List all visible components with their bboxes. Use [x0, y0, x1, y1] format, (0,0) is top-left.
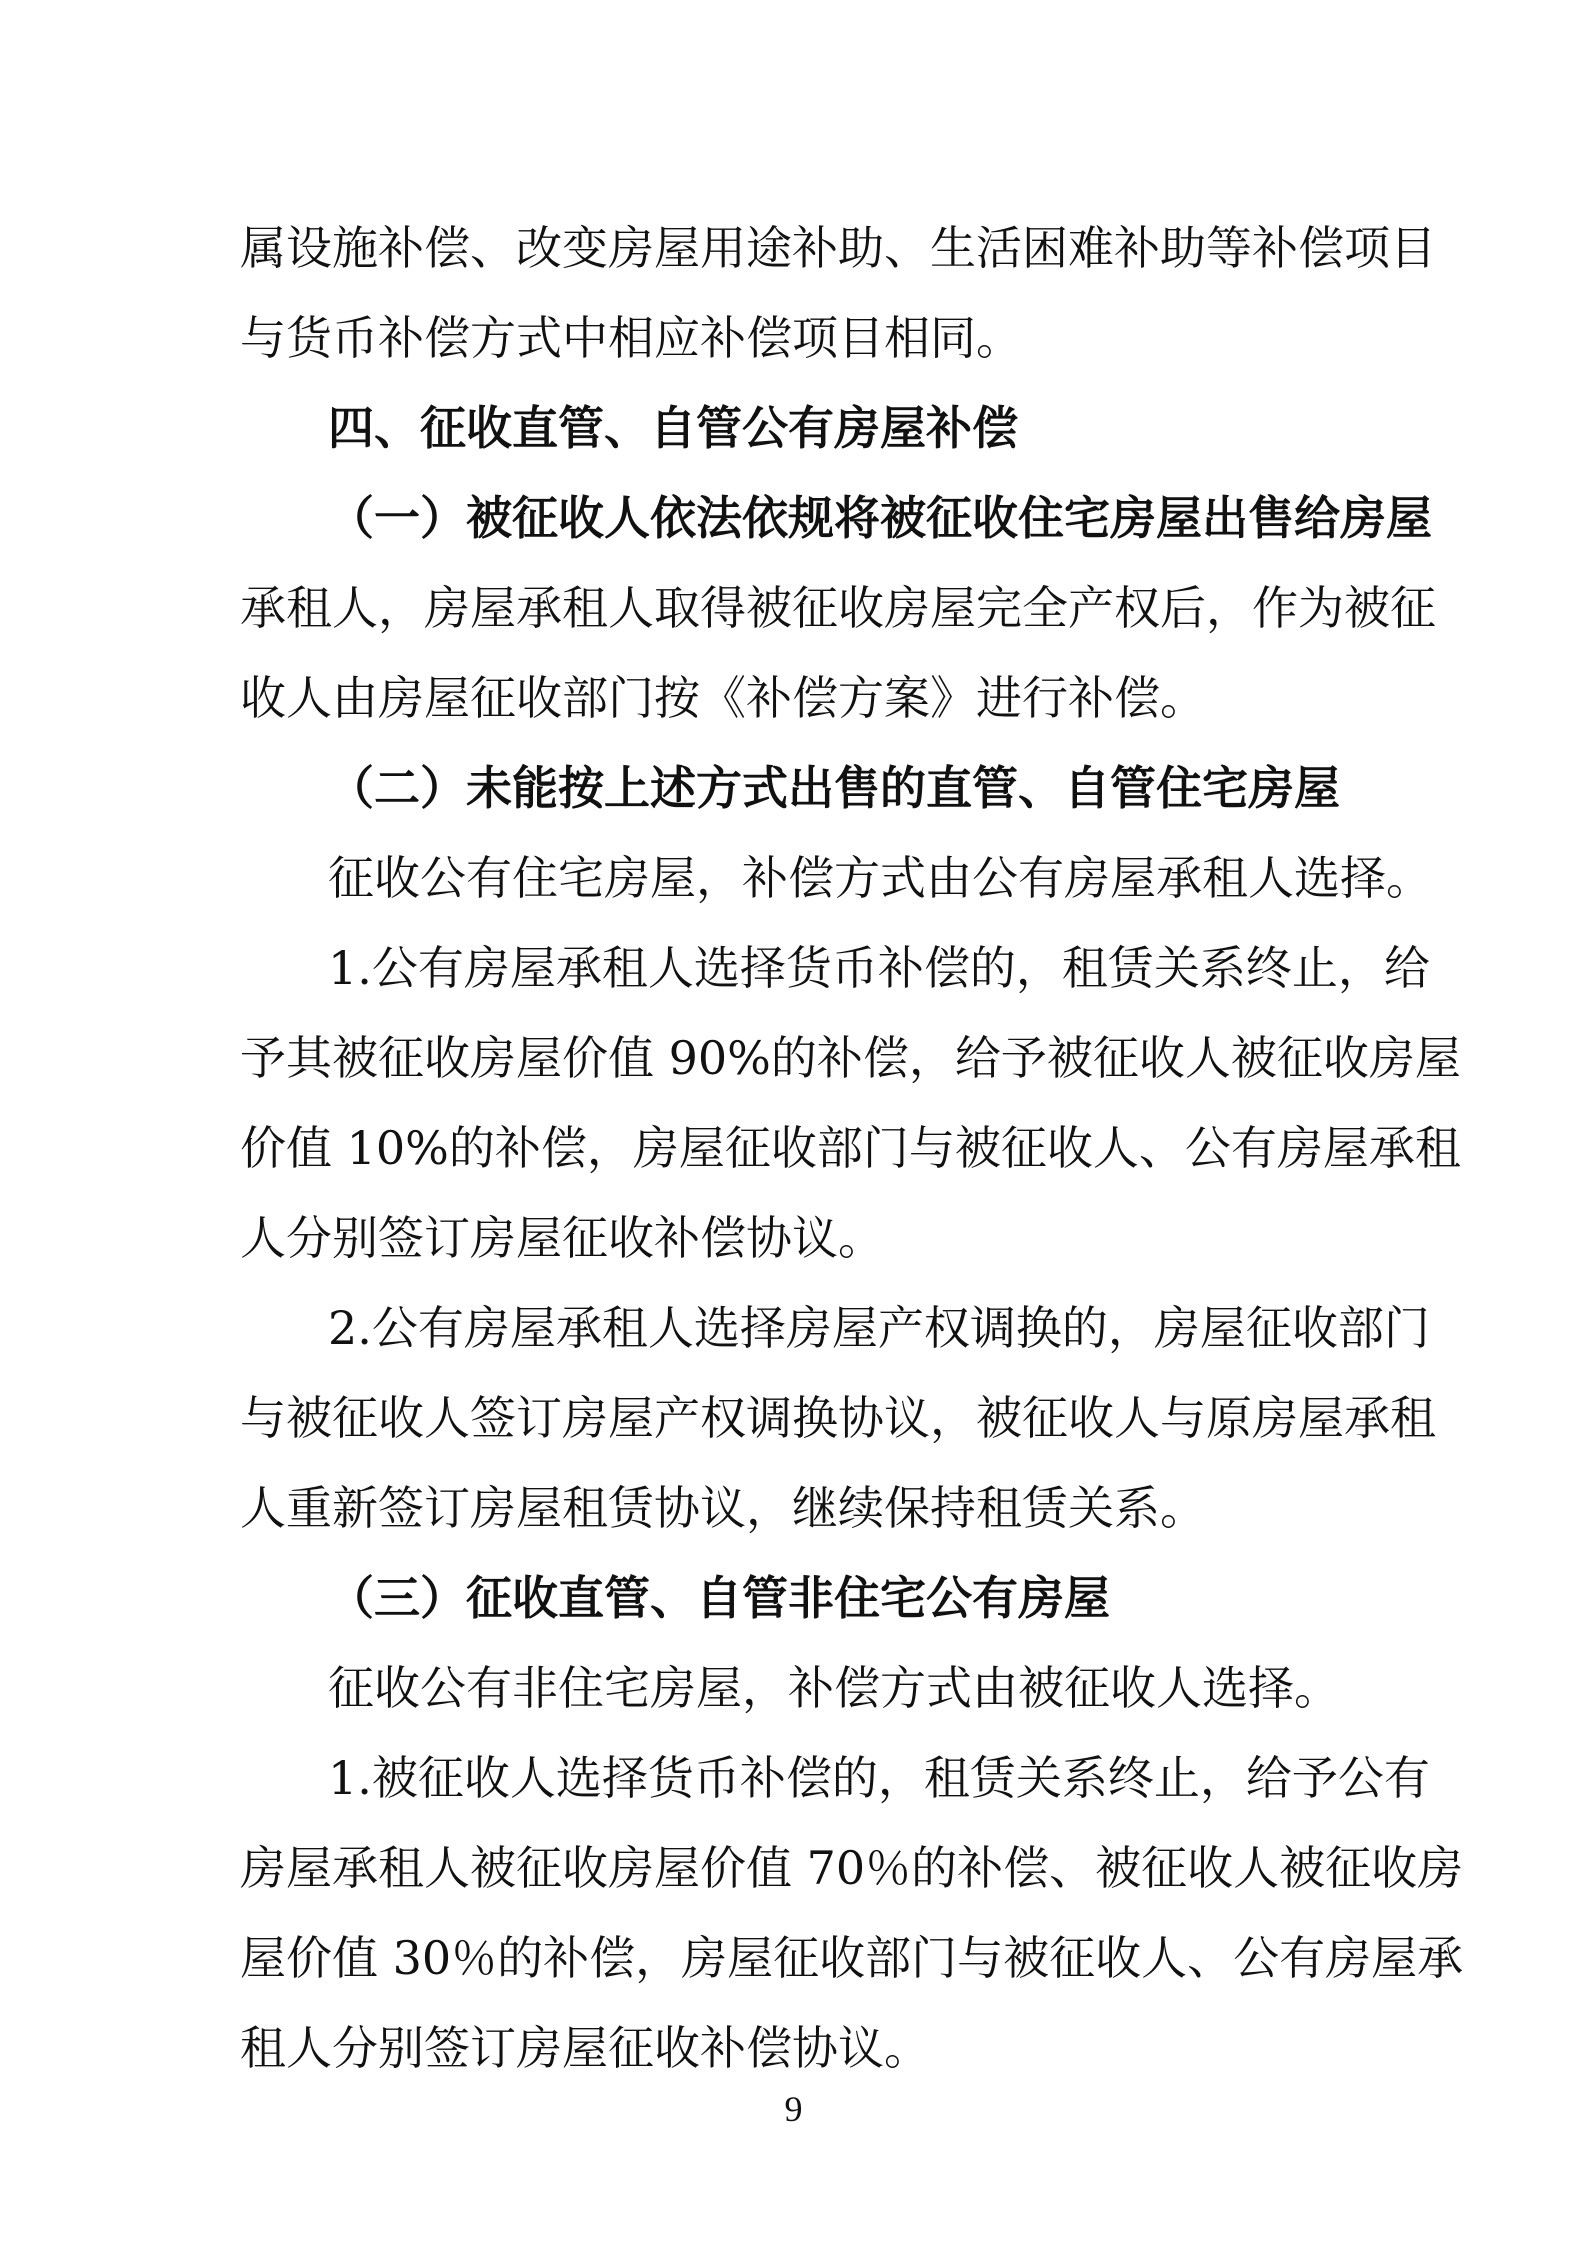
text-line-14: 与被征收人签订房屋产权调换协议，被征收人与原房屋承租	[240, 1391, 1436, 1445]
text-line-18: 1.被征收人选择货币补偿的，租赁关系终止，给予公有	[328, 1751, 1430, 1805]
text-line-10: 予其被征收房屋价值 90%的补偿，给予被征收人被征收房屋	[240, 1031, 1461, 1085]
page-number: 9	[784, 2089, 803, 2129]
subsection-heading-2: （二）未能按上述方式出售的直管、自管住宅房屋	[328, 761, 1340, 815]
text-line-19: 房屋承租人被征收房屋价值 70％的补偿、被征收人被征收房	[240, 1841, 1464, 1895]
text-line-1: 属设施补偿、改变房屋用途补助、生活困难补助等补偿项目	[240, 221, 1436, 275]
text-line-9: 1.公有房屋承租人选择货币补偿的，租赁关系终止，给	[328, 941, 1430, 995]
text-line-4: （一）被征收人依法依规将被征收住宅房屋出售给房屋	[328, 491, 1432, 545]
text-line-12: 人分别签订房屋征收补偿协议。	[240, 1211, 884, 1265]
text-line-20: 屋价值 30％的补偿，房屋征收部门与被征收人、公有房屋承	[240, 1931, 1464, 1985]
text-line-17: 征收公有非住宅房屋，补偿方式由被征收人选择。	[328, 1661, 1340, 1715]
text-line-13: 2.公有房屋承租人选择房屋产权调换的，房屋征收部门	[328, 1301, 1430, 1355]
text-line-6: 收人由房屋征收部门按《补偿方案》进行补偿。	[240, 671, 1206, 725]
section-heading-4: 四、征收直管、自管公有房屋补偿	[328, 401, 1018, 455]
text-line-21: 租人分别签订房屋征收补偿协议。	[240, 2021, 930, 2075]
text-line-8: 征收公有住宅房屋，补偿方式由公有房屋承租人选择。	[328, 851, 1432, 905]
text-line-2: 与货币补偿方式中相应补偿项目相同。	[240, 311, 1022, 365]
subsection-heading-3: （三）征收直管、自管非住宅公有房屋	[328, 1571, 1110, 1625]
text-line-5: 承租人，房屋承租人取得被征收房屋完全产权后，作为被征	[240, 581, 1436, 635]
text-line-15: 人重新签订房屋租赁协议，继续保持租赁关系。	[240, 1481, 1206, 1535]
text-line-11: 价值 10%的补偿，房屋征收部门与被征收人、公有房屋承租	[240, 1121, 1461, 1175]
